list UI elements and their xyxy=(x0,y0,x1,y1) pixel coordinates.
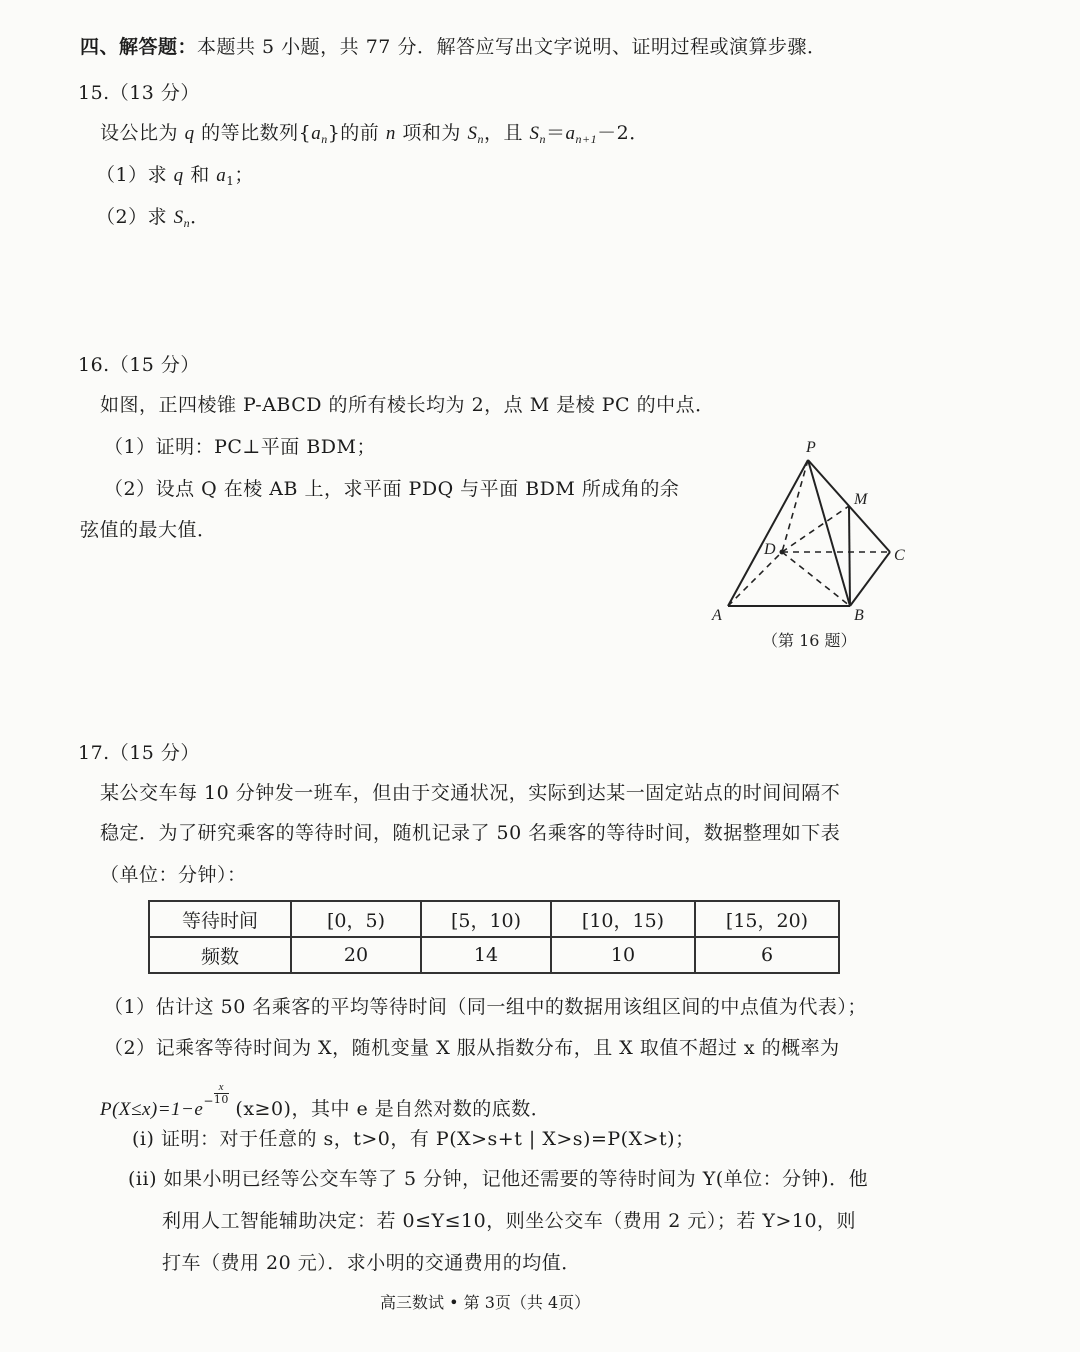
edge-PB xyxy=(808,460,850,606)
table-row xyxy=(149,937,839,973)
q16-part2-line1: （2）设点 Q 在棱 AB 上，求平面 PDQ 与平面 BDM 所成角的余 xyxy=(104,478,680,500)
q15-stem-text: 项和为 xyxy=(402,122,461,144)
edge-DM xyxy=(782,506,849,552)
pyramid-figure xyxy=(700,430,930,660)
table-cell: [15，20) xyxy=(695,901,839,937)
section-heading-label: 四、解答题： xyxy=(80,36,198,58)
q17-part1: （1）估计这 50 名乘客的平均等待时间（同一组中的数据用该组区间的中点值为代表）； xyxy=(104,996,867,1018)
table-row xyxy=(149,901,839,937)
q15-stem-text: 设公比为 xyxy=(100,122,179,144)
q15-stem-sub: n xyxy=(477,132,484,146)
label-D: D xyxy=(764,541,776,558)
q15-part2-sub: n xyxy=(183,216,191,230)
q15-number: 15.（13 分） xyxy=(78,82,200,104)
table-header-cell: 频数 xyxy=(149,937,291,973)
edge-AD xyxy=(728,552,782,606)
q16-number: 16.（15 分） xyxy=(78,354,200,376)
q15-part1 xyxy=(96,160,254,188)
q15-stem-var: n xyxy=(385,123,396,144)
figure-caption: （第 16 题） xyxy=(762,631,857,650)
q15-stem-text: －2． xyxy=(597,122,649,144)
q15-part2-var: S xyxy=(173,207,184,228)
q15-part1-text: 和 xyxy=(190,164,210,186)
q15-stem-var: a xyxy=(565,123,576,144)
q15-part2-text: ． xyxy=(190,206,210,228)
table-cell: [0，5) xyxy=(291,901,421,937)
q15-stem-text: }的前 xyxy=(327,122,380,144)
q15-stem-sub: n xyxy=(539,132,547,146)
table-cell: [5，10) xyxy=(421,901,551,937)
q15-part1-text: ； xyxy=(234,164,254,186)
q16-part1: （1）证明：PC⊥平面 BDM； xyxy=(104,436,376,458)
q15-stem-text: ＝ xyxy=(546,122,566,144)
q17-stem-line1: 某公交车每 10 分钟发一班车，但由于交通状况，实际到达某一固定站点的时间间隔不 xyxy=(100,782,841,804)
table-cell: 20 xyxy=(291,937,421,973)
q17-formula-exp-num: x xyxy=(214,1082,229,1094)
label-M: M xyxy=(854,491,868,508)
q15-stem-var: q xyxy=(184,123,195,144)
q17-formula-exp-den: 10 xyxy=(213,1093,229,1106)
q17-formula-exp-sign: − xyxy=(203,1094,214,1108)
q17-formula-exponent xyxy=(214,1082,229,1105)
label-B: B xyxy=(854,607,864,624)
q15-part1-var: a xyxy=(216,165,227,186)
page-footer: 高三数试 • 第 3页（共 4页） xyxy=(380,1293,591,1312)
section-heading xyxy=(80,32,826,59)
label-C: C xyxy=(894,547,905,564)
q17-part2-line1: （2）记乘客等待时间为 X，随机变量 X 服从指数分布，且 X 取值不超过 x 的概率为 xyxy=(104,1037,840,1059)
q15-part2 xyxy=(96,202,210,231)
q15-part1-text: （1）求 xyxy=(96,164,168,186)
q15-stem-var: a xyxy=(311,123,322,144)
q15-part1-var: q xyxy=(173,165,184,186)
q17-part2-ii-line2: 利用人工智能辅助决定：若 0≤Y≤10，则坐公交车（费用 2 元）；若 Y>10，则 xyxy=(162,1210,857,1232)
section-heading-intro: 本题共 5 小题，共 77 分．解答应写出文字说明、证明过程或演算步骤． xyxy=(197,36,827,58)
edge-PA xyxy=(728,460,808,606)
table-cell: 10 xyxy=(551,937,695,973)
edge-PD xyxy=(782,460,808,552)
q17-formula xyxy=(100,1082,550,1121)
edge-DB xyxy=(782,552,850,606)
q15-stem xyxy=(100,118,649,147)
edge-BM xyxy=(849,506,850,606)
edge-BC xyxy=(850,552,890,606)
q15-stem-var: S xyxy=(467,123,478,144)
table-cell: 6 xyxy=(695,937,839,973)
q15-stem-text: 的等比数列{ xyxy=(201,122,312,144)
q15-part1-sub: 1 xyxy=(226,174,235,188)
label-P: P xyxy=(806,439,816,456)
q16-stem: 如图，正四棱锥 P-ABCD 的所有棱长均为 2，点 M 是棱 PC 的中点． xyxy=(100,394,715,416)
frequency-table xyxy=(148,900,840,974)
q15-stem-text: ，且 xyxy=(483,122,523,144)
q17-number: 17.（15 分） xyxy=(78,742,200,764)
table-cell: 14 xyxy=(421,937,551,973)
q15-stem-sub: n+1 xyxy=(575,132,598,146)
q17-part2-ii-line1: (ii) 如果小明已经等公交车等了 5 分钟，记他还需要的等待时间为 Y(单位：分钟)．他 xyxy=(128,1168,869,1190)
q17-formula-text: P(X≤x)=1−e xyxy=(100,1099,204,1120)
q15-stem-sub: n xyxy=(321,132,328,146)
q17-stem-line2: 稳定．为了研究乘客的等待时间，随机记录了 50 名乘客的等待时间，数据整理如下表 xyxy=(100,822,841,844)
table-header-cell: 等待时间 xyxy=(149,901,291,937)
q15-stem-var: S xyxy=(529,123,540,144)
table-cell: [10，15) xyxy=(551,901,695,937)
label-A: A xyxy=(712,607,722,624)
q17-part2-i: (i) 证明：对于任意的 s，t>0，有 P(X>s+t | X>s)=P(X>t)； xyxy=(132,1128,695,1150)
q17-formula-text: (x≥0)，其中 e 是自然对数的底数． xyxy=(235,1098,551,1120)
q17-stem-line3: （单位：分钟）： xyxy=(100,864,247,886)
q15-part2-text: （2）求 xyxy=(96,206,168,228)
point-D xyxy=(780,550,785,555)
q17-part2-ii-line3: 打车（费用 20 元）．求小明的交通费用的均值． xyxy=(162,1252,581,1274)
q16-part2-line2: 弦值的最大值． xyxy=(80,519,217,541)
